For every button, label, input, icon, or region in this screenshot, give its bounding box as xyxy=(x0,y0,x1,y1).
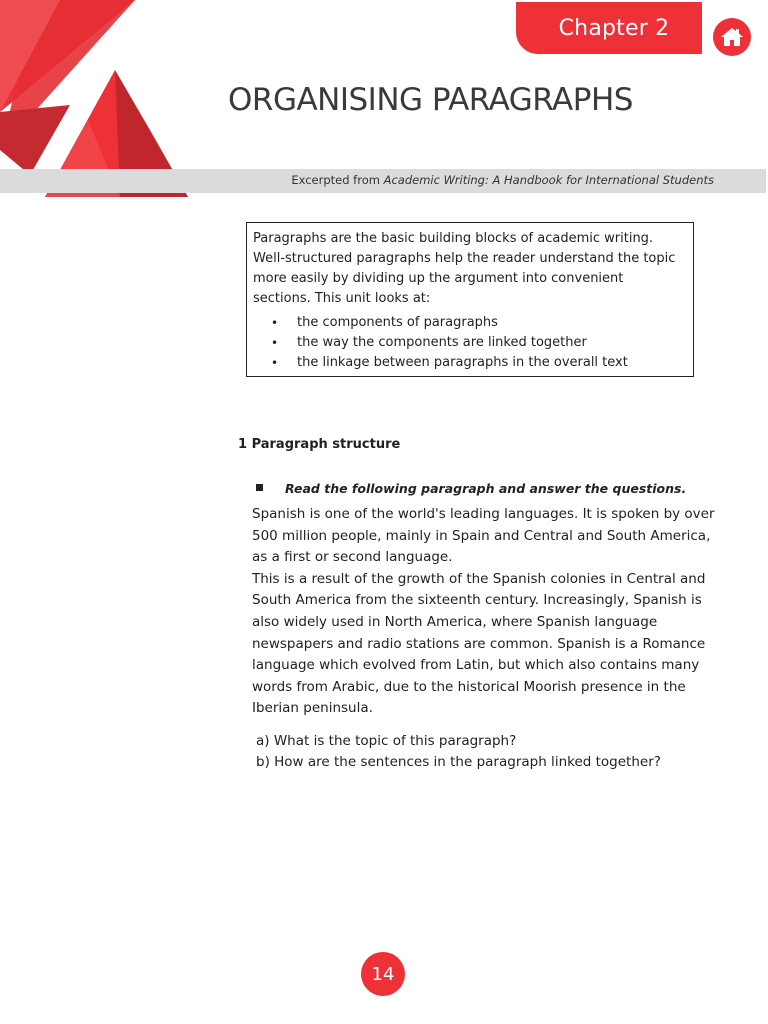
list-item: • the components of paragraphs xyxy=(297,313,685,333)
square-bullet-icon xyxy=(256,484,263,491)
excerpt-bar xyxy=(0,169,766,193)
intro-box xyxy=(246,222,694,377)
reading-passage xyxy=(252,504,728,720)
home-icon xyxy=(720,26,744,48)
excerpt-source-title: Academic Writing: A Handbook for International Students xyxy=(383,173,714,187)
chapter-tab xyxy=(516,2,702,54)
excerpt-prefix: Excerpted from xyxy=(291,173,384,187)
intro-text: Paragraphs are the basic building blocks of academic writing. Well-structured paragraphs help the reader understand the topic more easily by dividing up the argument into convenient sections. This unit looks at: xyxy=(253,231,676,306)
passage-paragraph: This is a result of the growth of the Spanish colonies in Central and South America from the sixteenth century. Increasingly, Spanish is also widely used in North America, where Spanish language newspapers and radio stations are common. Spanish is a Romance language which evolved from Latin, but which also contains many words from Arabic, due to the historical Moorish presence in the Iberian peninsula. xyxy=(252,570,706,717)
home-button[interactable] xyxy=(713,18,751,56)
list-item: • the linkage between paragraphs in the overall text xyxy=(297,353,685,373)
chapter-label: Chapter 2 xyxy=(558,15,670,41)
passage-paragraph: Spanish is one of the world's leading languages. It is spoken by over 500 million people, mainly in Spain and Central and South America, as a first or second language. xyxy=(252,506,715,566)
question-a: a) What is the topic of this paragraph? xyxy=(256,733,517,749)
instruction-text: Read the following paragraph and answer the questions. xyxy=(285,481,687,496)
instruction xyxy=(256,481,686,496)
section-heading: 1 Paragraph structure xyxy=(238,437,401,452)
questions xyxy=(256,731,661,773)
intro-bullet-list xyxy=(253,313,685,373)
list-item: • the way the components are linked together xyxy=(297,333,685,353)
excerpt-credit xyxy=(291,173,714,187)
question-b: b) How are the sentences in the paragraph linked together? xyxy=(256,754,661,770)
page-number: 14 xyxy=(361,952,405,996)
page-title: ORGANISING PARAGRAPHS xyxy=(228,82,633,118)
